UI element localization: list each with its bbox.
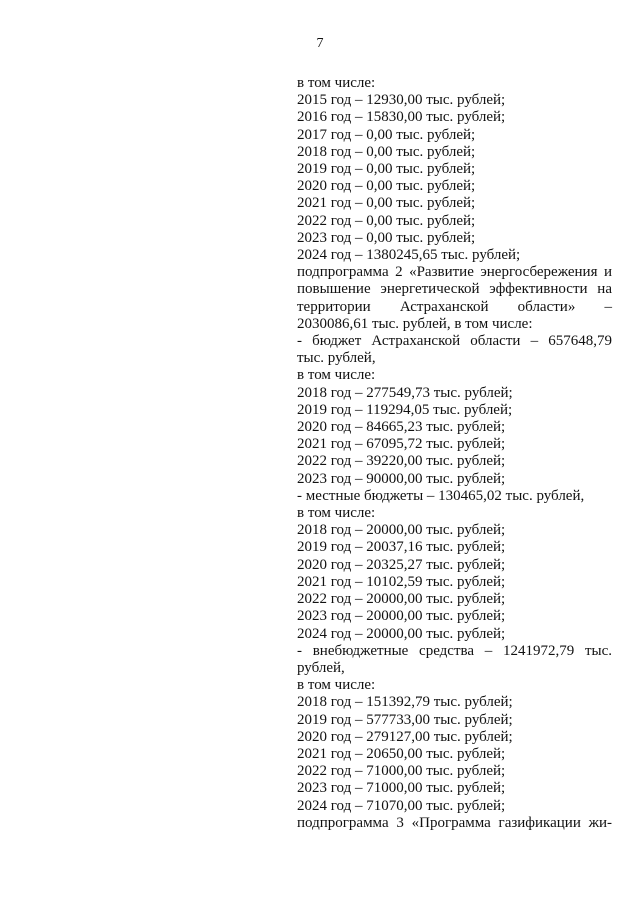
- text-line: в том числе:: [297, 367, 376, 384]
- text-line: 2017 год – 0,00 тыс. рублей;: [297, 126, 476, 143]
- text-line: в том числе:: [297, 505, 376, 522]
- text-line: 2024 год – 71070,00 тыс. рублей;: [297, 797, 506, 814]
- text-line: 2020 год – 20325,27 тыс. рублей;: [297, 556, 506, 573]
- text-line: подпрограмма 3 «Программа газификации жи-: [297, 814, 612, 831]
- text-line: 2020 год – 0,00 тыс. рублей;: [297, 178, 476, 195]
- text-line: 2022 год – 0,00 тыс. рублей;: [297, 212, 476, 229]
- text-line: в том числе:: [297, 75, 376, 91]
- text-line: 2019 год – 20037,16 тыс. рублей;: [297, 539, 506, 556]
- text-line: 2030086,61 тыс. рублей, в том числе:: [297, 315, 533, 332]
- text-line: 2016 год – 15830,00 тыс. рублей;: [297, 109, 506, 126]
- text-line: рублей,: [297, 659, 345, 676]
- text-line: территории Астраханской области» –: [297, 298, 612, 315]
- text-line: 2023 год – 71000,00 тыс. рублей;: [297, 780, 506, 797]
- text-line: 2022 год – 39220,00 тыс. рублей;: [297, 453, 506, 470]
- document-body: [297, 75, 612, 832]
- text-line: 2018 год – 20000,00 тыс. рублей;: [297, 522, 506, 539]
- text-line: 2021 год – 10102,59 тыс. рублей;: [297, 573, 506, 590]
- text-line: - бюджет Астраханской области – 657648,79: [297, 333, 612, 350]
- text-line: 2020 год – 279127,00 тыс. рублей;: [297, 728, 513, 745]
- text-line: 2018 год – 0,00 тыс. рублей;: [297, 143, 476, 160]
- text-line: 2015 год – 12930,00 тыс. рублей;: [297, 92, 506, 109]
- text-line: 2020 год – 84665,23 тыс. рублей;: [297, 419, 506, 436]
- text-line: 2024 год – 20000,00 тыс. рублей;: [297, 625, 506, 642]
- text-line: 2019 год – 577733,00 тыс. рублей;: [297, 711, 513, 728]
- text-line: подпрограмма 2 «Развитие энергосбережения и: [297, 264, 612, 281]
- text-line: 2019 год – 119294,05 тыс. рублей;: [297, 401, 513, 418]
- text-line: 2023 год – 0,00 тыс. рублей;: [297, 229, 476, 246]
- text-line: - внебюджетные средства – 1241972,79 тыс.: [297, 642, 612, 659]
- page-number: 7: [316, 36, 324, 51]
- text-line: 2021 год – 20650,00 тыс. рублей;: [297, 745, 506, 762]
- text-line: 2022 год – 20000,00 тыс. рублей;: [297, 591, 506, 608]
- text-line: тыс. рублей,: [297, 350, 376, 367]
- text-line: 2019 год – 0,00 тыс. рублей;: [297, 161, 476, 178]
- text-line: в том числе:: [297, 677, 376, 694]
- text-line: 2018 год – 151392,79 тыс. рублей;: [297, 694, 513, 711]
- text-line: повышение энергетической эффективности на: [297, 281, 612, 298]
- text-line: 2023 год – 90000,00 тыс. рублей;: [297, 470, 506, 487]
- text-line: 2023 год – 20000,00 тыс. рублей;: [297, 608, 506, 625]
- text-line: - местные бюджеты – 130465,02 тыс. рублей,: [297, 487, 585, 504]
- text-line: 2018 год – 277549,73 тыс. рублей;: [297, 384, 513, 401]
- text-line: 2021 год – 0,00 тыс. рублей;: [297, 195, 476, 212]
- text-line: 2022 год – 71000,00 тыс. рублей;: [297, 763, 506, 780]
- text-line: 2024 год – 1380245,65 тыс. рублей;: [297, 247, 521, 264]
- text-line: 2021 год – 67095,72 тыс. рублей;: [297, 436, 506, 453]
